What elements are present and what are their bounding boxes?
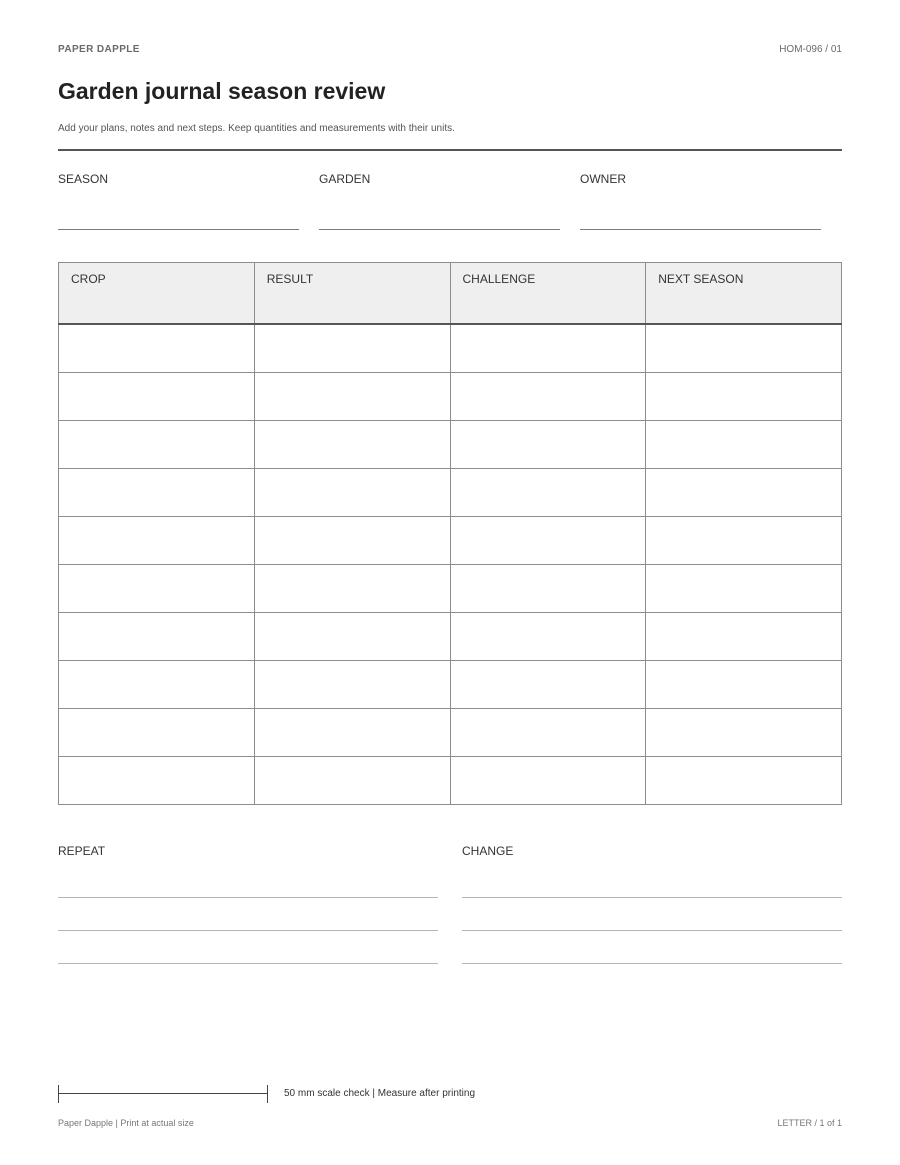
change-label: CHANGE [462,844,514,858]
table-cell [254,660,450,708]
column-header-crop: CROP [59,263,255,324]
table-cell [59,372,255,420]
table-cell [450,324,646,373]
table-cell [646,708,842,756]
season-field-line [58,229,299,230]
table-cell [646,612,842,660]
table-cell [254,756,450,804]
table-cell [646,660,842,708]
table-row [59,708,842,756]
table-cell [450,660,646,708]
table-cell [450,468,646,516]
table-cell [646,516,842,564]
footer-left-text: Paper Dapple | Print at actual size [58,1118,194,1128]
table-row [59,420,842,468]
table-cell [59,420,255,468]
brand-name: PAPER DAPPLE [58,44,140,55]
table-cell [254,324,450,373]
page-subtitle: Add your plans, notes and next steps. Keep quantities and measurements with their units. [58,123,455,134]
table-cell [254,564,450,612]
table-cell [450,372,646,420]
table-row [59,516,842,564]
table-cell [254,468,450,516]
table-cell [59,660,255,708]
owner-field-line [580,229,821,230]
repeat-line [58,897,438,898]
repeat-line [58,930,438,931]
table-cell [59,324,255,373]
title-divider [58,149,842,151]
change-line [462,897,842,898]
table-row [59,564,842,612]
scale-check-bar [58,1085,268,1103]
table-cell [59,468,255,516]
table-cell [254,372,450,420]
table-row [59,324,842,373]
table-cell [450,564,646,612]
table-cell [450,516,646,564]
table-cell [450,420,646,468]
table-cell [646,420,842,468]
table-row [59,372,842,420]
table-body [59,324,842,805]
table-cell [254,708,450,756]
table-cell [646,372,842,420]
column-header-result: RESULT [254,263,450,324]
table-header-row [59,263,842,324]
table-cell [59,516,255,564]
column-header-next-season: NEXT SEASON [646,263,842,324]
garden-label: GARDEN [319,172,371,186]
table-cell [59,564,255,612]
table-row [59,612,842,660]
footer-right-text: LETTER / 1 of 1 [777,1118,842,1128]
table-cell [646,756,842,804]
table-cell [59,612,255,660]
table-cell [450,612,646,660]
column-header-challenge: CHALLENGE [450,263,646,324]
table-cell [254,420,450,468]
table-cell [59,756,255,804]
season-label: SEASON [58,172,109,186]
scale-bar-line [58,1093,268,1094]
repeat-line [58,963,438,964]
season-review-table [58,262,842,805]
garden-field-line [319,229,560,230]
table-row [59,756,842,804]
table-cell [646,324,842,373]
table-row [59,468,842,516]
scale-check-text: 50 mm scale check | Measure after printing [284,1088,476,1099]
table-cell [254,612,450,660]
document-id: HOM-096 / 01 [779,44,842,55]
table-cell [59,708,255,756]
table-cell [646,564,842,612]
table-cell [254,516,450,564]
scale-tick-end [267,1085,268,1103]
table-cell [450,756,646,804]
table-row [59,660,842,708]
table-cell [450,708,646,756]
owner-label: OWNER [580,172,626,186]
repeat-label: REPEAT [58,844,106,858]
scale-tick-start [58,1085,59,1103]
change-line [462,963,842,964]
page-title: Garden journal season review [58,78,386,104]
table-cell [646,468,842,516]
change-line [462,930,842,931]
